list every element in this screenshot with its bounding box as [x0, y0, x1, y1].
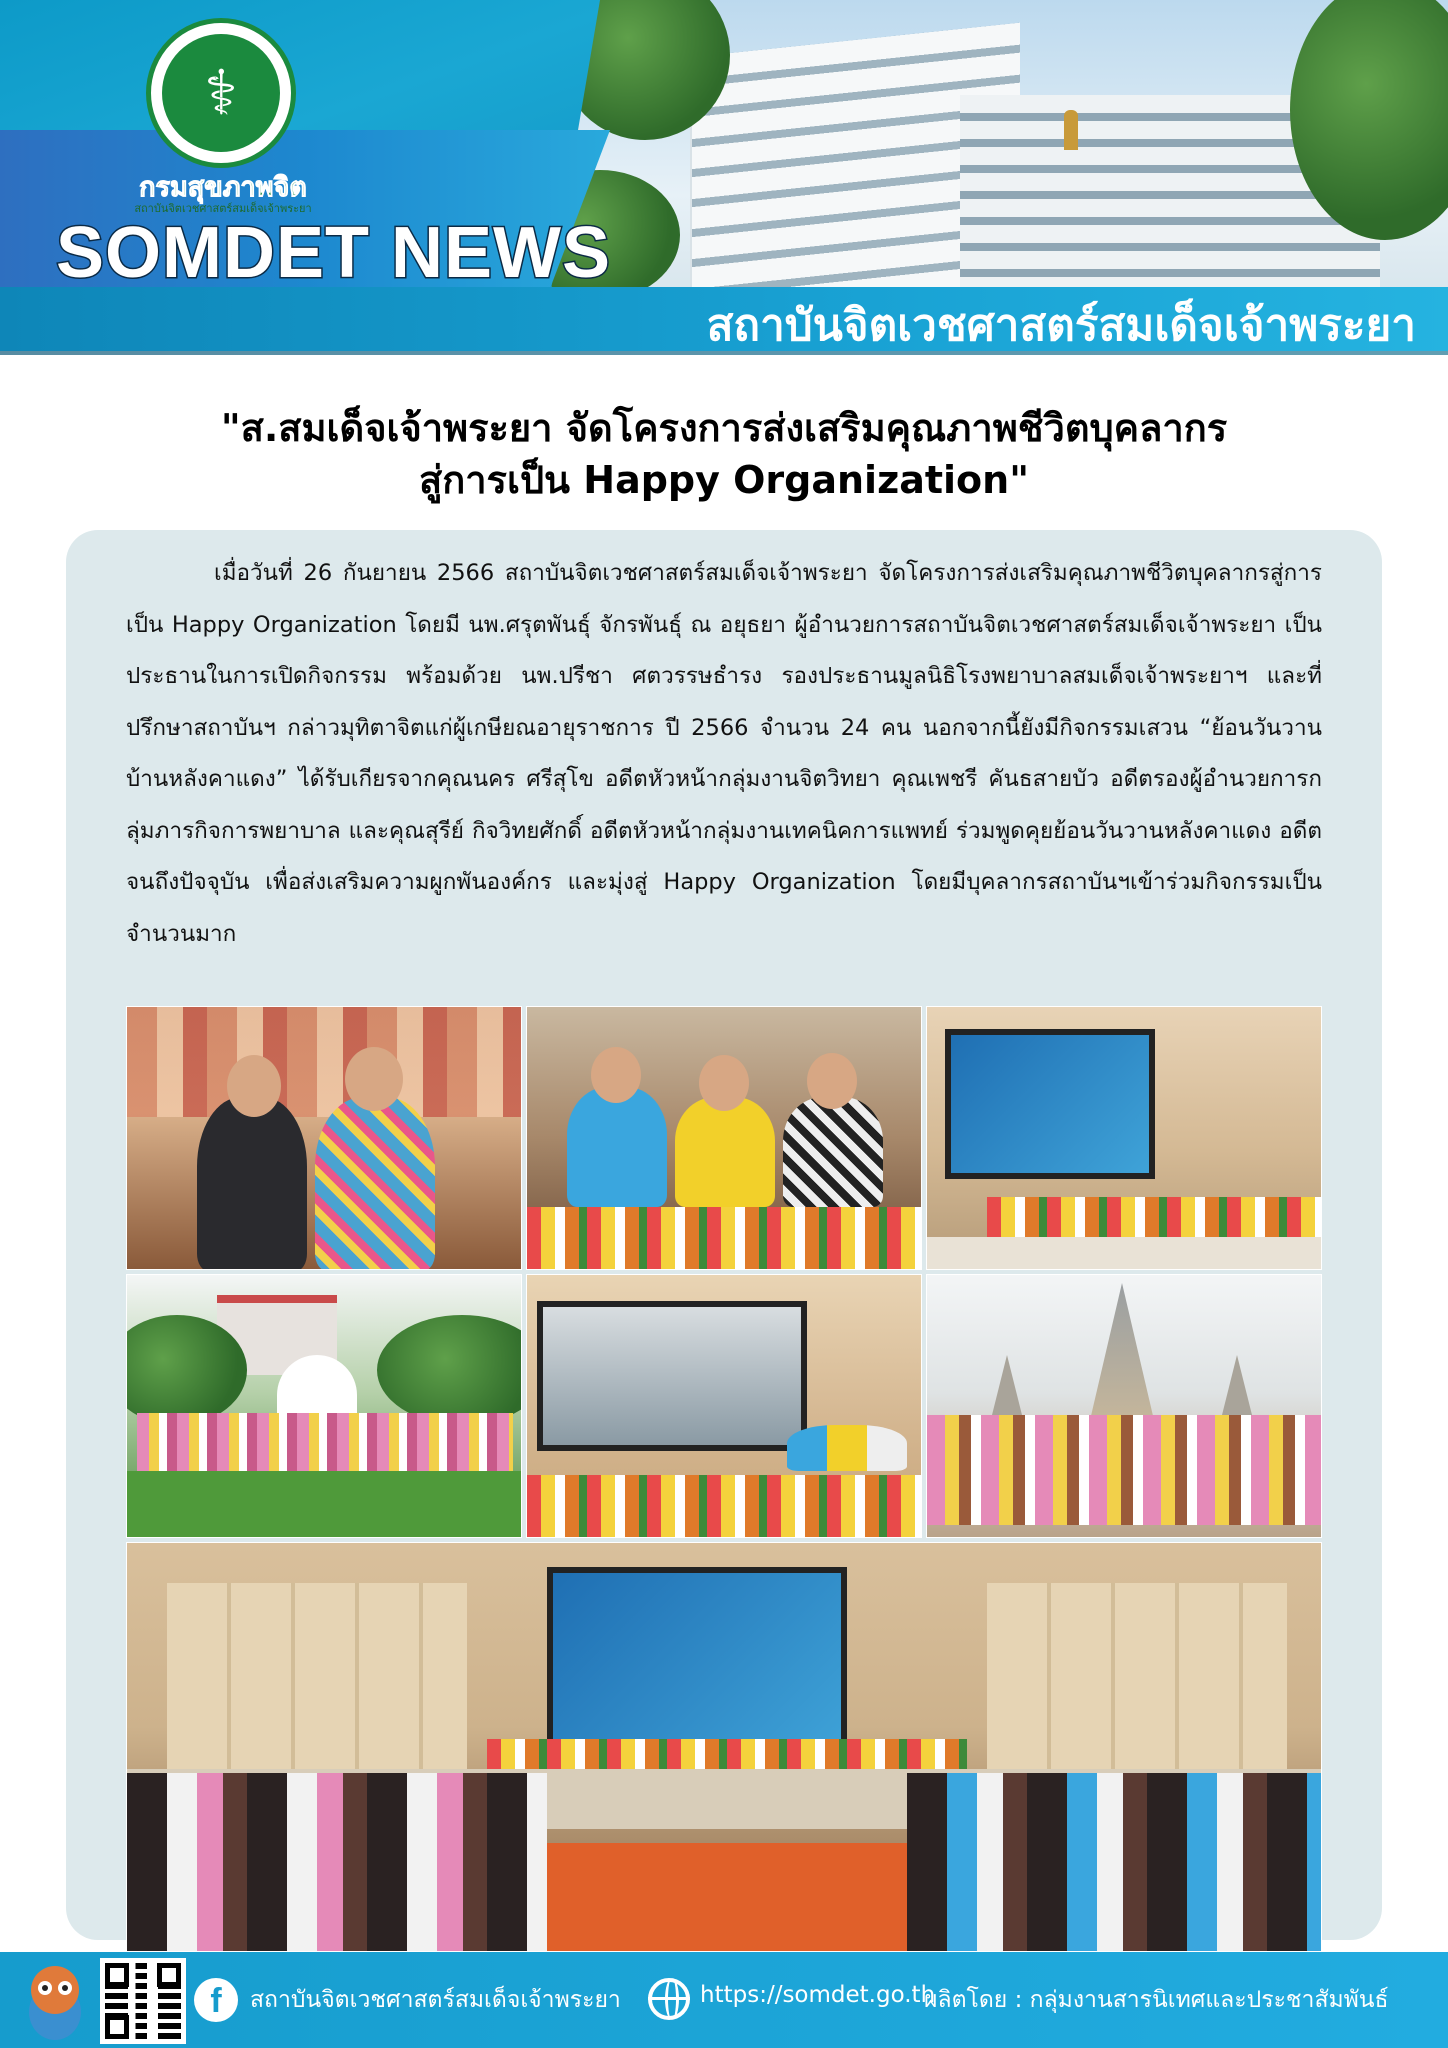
- caduceus-icon: ⚕: [204, 56, 238, 129]
- speaker-yellow-shirt: [675, 1097, 775, 1207]
- audience-backdrop: [127, 1007, 522, 1117]
- photo-screen-presentation: [526, 1274, 922, 1538]
- facebook-page-link[interactable]: สถาบันจิตเวชศาสตร์สมเด็จเจ้าพระยา: [250, 1987, 621, 2013]
- projection-screen: [537, 1301, 807, 1451]
- qr-finder: [105, 2015, 129, 2039]
- audience-right: [907, 1773, 1322, 1952]
- red-carpet-aisle: [547, 1843, 907, 1952]
- person-floral-shirt: [315, 1097, 435, 1270]
- speaker-head: [699, 1055, 749, 1111]
- grass-field: [127, 1471, 522, 1538]
- headline-line-2: สู่การเป็น Happy Organization": [419, 458, 1029, 502]
- ministry-logo: [146, 18, 296, 168]
- temple-prang: [1087, 1283, 1157, 1433]
- qr-code[interactable]: [100, 1958, 186, 2044]
- producer-credit: ผลิตโดย : กลุ่มงานสารนิเทศและประชาสัมพันธ์: [924, 1987, 1389, 2013]
- person-suit: [197, 1097, 307, 1270]
- facebook-icon[interactable]: f: [194, 1978, 238, 2022]
- stage-floor: [927, 1237, 1322, 1270]
- flower-arrangement: [487, 1739, 967, 1769]
- projection-screen: [945, 1029, 1155, 1179]
- speaker-head: [807, 1053, 857, 1109]
- group-of-people: [927, 1415, 1322, 1525]
- headline-line-1: "ส.สมเด็จเจ้าพระยา จัดโครงการส่งเสริมคุณภาพชีวิตบุคลากร: [220, 406, 1228, 450]
- globe-icon[interactable]: [648, 1978, 690, 2020]
- building-spire: [1064, 110, 1078, 150]
- person-head: [345, 1047, 403, 1111]
- wall-panels-right: [987, 1583, 1287, 1783]
- photo-stage-screen: [926, 1006, 1322, 1270]
- speaker-head: [591, 1047, 641, 1103]
- speaker-patterned-dress: [783, 1097, 883, 1207]
- brand-title: SOMDET NEWS: [56, 213, 612, 293]
- person-head: [227, 1055, 281, 1117]
- projection-screen: [547, 1567, 847, 1767]
- speaker-blue-shirt: [567, 1087, 667, 1207]
- org-subtitle: สถาบันจิตเวชศาสตร์สมเด็จเจ้าพระยา: [134, 202, 312, 215]
- group-of-people: [137, 1413, 513, 1471]
- logo-inner-disc: [162, 34, 280, 152]
- qr-finder: [105, 1963, 129, 1987]
- page-headline: [60, 402, 1388, 506]
- audience-left: [127, 1773, 547, 1952]
- panel-speakers: [787, 1425, 907, 1471]
- photo-auditorium-audience: [126, 1542, 1322, 1952]
- mascot-icon: [22, 1960, 88, 2042]
- photo-guests-seated: [126, 1006, 522, 1270]
- org-name: กรมสุขภาพจิต: [139, 172, 307, 203]
- wall-panels-left: [167, 1583, 467, 1783]
- institute-title: สถาบันจิตเวชศาสตร์สมเด็จเจ้าพระยา: [706, 300, 1416, 351]
- article-body: เมื่อวันที่ 26 กันยายน 2566 สถาบันจิตเวชศาสตร์สมเด็จเจ้าพระยา จัดโครงการส่งเสริมคุณภาพชีวิตบุคลากรสู่การเป็น Happy Organization โดยมี นพ.ศรุตพันธุ์ จักรพันธุ์ ณ อยุธยา ผู้อำนวยการสถาบันจิตเวชศาสตร์สมเด็จเจ้าพระยา เป็นประธานในการเปิดกิจกรรม พร้อมด้วย นพ.ปรีชา ศตวรรษธำรง รองประธานมูลนิธิโรงพยาบาลสมเด็จเจ้าพระยาฯ และที่ปรึกษาสถาบันฯ กล่าวมุทิตาจิตแก่ผู้เกษียณอายุราชการ ปี 2566 จำนวน 24 คน นอกจากนี้ยังมีกิจกรรมเสวน “ย้อนวันวานบ้านหลังคาแดง” ได้รับเกียรจากคุณนคร ศรีสุโข อดีตหัวหน้ากลุ่มงานจิตวิทยา คุณเพชรี คันธสายบัว อดีตรองผู้อำนวยการกลุ่มภารกิจการพยาบาล และคุณสุรีย์ กิจวิทยศักดิ์ อดีตหัวหน้ากลุ่มงานเทคนิคการแพทย์ ร่วมพูดคุยย้อนวันวานหลังคาแดง อดีตจนถึงปัจจุบัน เพื่อส่งเสริมความผูกพันองค์กร และมุ่งสู่ Happy Organization โดยมีบุคลากรสถาบันฯเข้าร่วมกิจกรรมเป็นจำนวนมาก: [126, 560, 1322, 947]
- photo-panel-speakers: [526, 1006, 922, 1270]
- flower-arrangement: [527, 1475, 922, 1538]
- tree-foliage: [377, 1315, 522, 1425]
- website-link[interactable]: https://somdet.go.th: [700, 1982, 936, 2008]
- flower-arrangement: [987, 1197, 1322, 1237]
- photo-group-outdoor-monument: [126, 1274, 522, 1538]
- flower-arrangement: [527, 1207, 922, 1270]
- qr-finder: [157, 1963, 181, 1987]
- photo-group-temple: [926, 1274, 1322, 1538]
